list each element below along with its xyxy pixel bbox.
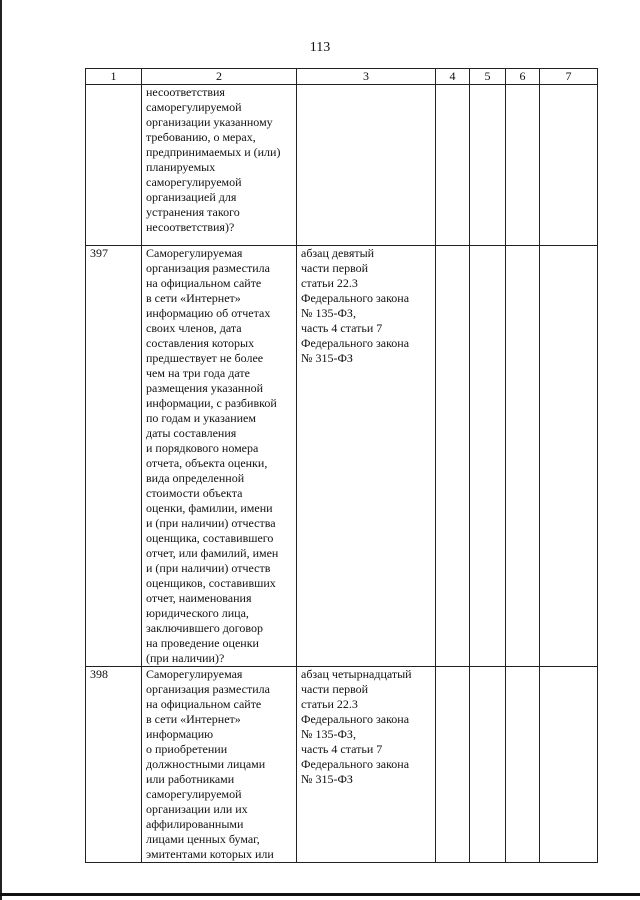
header-cell: 4 [436, 69, 470, 85]
row-number: 397 [86, 246, 142, 667]
row-number: 398 [86, 667, 142, 863]
header-cell: 6 [506, 69, 540, 85]
table-header-row [86, 69, 598, 85]
header-cell: 5 [470, 69, 506, 85]
empty-cell [436, 246, 470, 667]
empty-cell [540, 85, 598, 246]
table-row [86, 85, 598, 246]
header-cell: 3 [297, 69, 436, 85]
requirements-table [85, 68, 598, 863]
empty-cell [540, 246, 598, 667]
empty-cell [540, 667, 598, 863]
header-cell: 2 [142, 69, 297, 85]
empty-cell [470, 667, 506, 863]
page-number: 113 [309, 40, 331, 55]
empty-cell [436, 667, 470, 863]
scan-bottom-edge [0, 893, 640, 896]
legal-basis [297, 85, 436, 246]
row-number [86, 85, 142, 246]
empty-cell [506, 667, 540, 863]
table-row [86, 246, 598, 667]
legal-basis: абзац четырнадцатый части первой статьи 22.3 Федерального закона № 135-ФЗ, часть 4 статьи 7 Федерального закона № 315-ФЗ [297, 667, 436, 863]
legal-basis: абзац девятый части первой статьи 22.3 Федерального закона № 135-ФЗ, часть 4 статьи 7 Федерального закона № 315-ФЗ [297, 246, 436, 667]
question-text: несоответствия саморегулируемой организации указанному требованию, о мерах, предпринимаемых и (или) планируемых саморегулируемой организацией для устранения такого несоответствия)? [142, 85, 297, 246]
question-text: Саморегулируемая организация разместила на официальном сайте в сети «Интернет» информацию об отчетах своих членов, дата составления которых предшествует не более чем на три года дате размещения указанной информации, с разбивкой по годам и указанием даты составления и порядкового номера отчета, объекта оценки, вида определенной стоимости объекта оценки, фамилии, имени и (при наличии) отчества оценщика, составившего отчет, или фамилий, имен и (при наличии) отчеств оценщиков, составивших отчет, наименования юридического лица, заключившего договор на проведение оценки (при наличии)? [142, 246, 297, 667]
header-cell: 1 [86, 69, 142, 85]
empty-cell [506, 246, 540, 667]
table-row [86, 667, 598, 863]
header-cell: 7 [540, 69, 598, 85]
question-text: Саморегулируемая организация разместила на официальном сайте в сети «Интернет» информацию о приобретении должностными лицами или работниками саморегулируемой организации или их аффилированными лицами ценных бумаг, эмитентами которых или [142, 667, 297, 863]
scan-left-edge [0, 0, 2, 900]
empty-cell [436, 85, 470, 246]
empty-cell [506, 85, 540, 246]
empty-cell [470, 85, 506, 246]
empty-cell [470, 246, 506, 667]
